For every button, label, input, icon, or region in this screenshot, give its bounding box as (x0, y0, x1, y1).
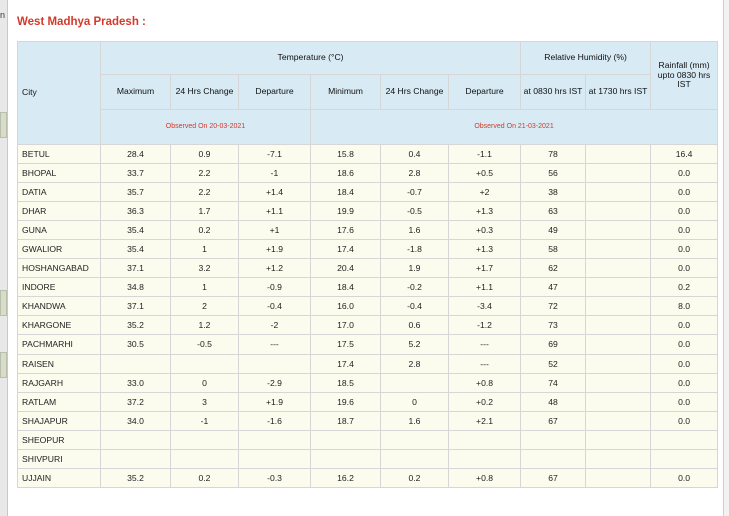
cell-max-departure (239, 449, 311, 468)
cell-maximum: 30.5 (101, 335, 171, 354)
cell-minimum: 20.4 (311, 259, 381, 278)
cell-rh-1730 (586, 411, 651, 430)
observed-date-min: Observed On 21-03-2021 (311, 110, 718, 145)
cell-maximum: 35.2 (101, 316, 171, 335)
cell-rh-0830: 49 (521, 221, 586, 240)
right-scrollbar[interactable] (723, 0, 729, 516)
cell-max-change: 0.2 (171, 221, 239, 240)
table-row (18, 145, 718, 164)
cell-rh-0830 (521, 449, 586, 468)
cell-maximum: 34.8 (101, 278, 171, 297)
cell-max-departure: +1.9 (239, 392, 311, 411)
cell-rh-0830: 72 (521, 297, 586, 316)
cell-max-departure: -2 (239, 316, 311, 335)
cell-city: KHARGONE (18, 316, 101, 335)
cell-min-change: -0.4 (381, 297, 449, 316)
cell-min-change: 0.2 (381, 468, 449, 487)
left-edge-marker (0, 290, 7, 316)
cell-min-departure: +0.3 (449, 221, 521, 240)
cell-maximum: 37.1 (101, 297, 171, 316)
cell-rainfall: 0.0 (651, 468, 718, 487)
column-group-humidity: Relative Humidity (%) (521, 42, 651, 75)
cell-max-change: -1 (171, 411, 239, 430)
cell-max-change: 3.2 (171, 259, 239, 278)
cell-city: RAISEN (18, 354, 101, 373)
cell-min-departure: +1.1 (449, 278, 521, 297)
table-row (18, 411, 718, 430)
weather-table (17, 41, 718, 488)
cell-maximum: 35.7 (101, 183, 171, 202)
cell-rh-1730 (586, 259, 651, 278)
column-header-minimum: Minimum (311, 75, 381, 110)
cell-city: PACHMARHI (18, 335, 101, 354)
cell-rainfall: 8.0 (651, 297, 718, 316)
column-header-min-change: 24 Hrs Change (381, 75, 449, 110)
cell-rh-0830: 38 (521, 183, 586, 202)
cell-rh-0830: 78 (521, 145, 586, 164)
cell-rh-1730 (586, 221, 651, 240)
cell-min-departure: --- (449, 354, 521, 373)
cell-max-departure: +1 (239, 221, 311, 240)
cell-min-change: 0.6 (381, 316, 449, 335)
cell-city: BETUL (18, 145, 101, 164)
cell-minimum: 15.8 (311, 145, 381, 164)
table-row (18, 316, 718, 335)
cell-rh-1730 (586, 449, 651, 468)
cell-rh-0830: 67 (521, 468, 586, 487)
cell-rh-1730 (586, 430, 651, 449)
table-row (18, 335, 718, 354)
table-row (18, 430, 718, 449)
cell-max-departure: +1.9 (239, 240, 311, 259)
cell-rainfall: 0.0 (651, 354, 718, 373)
cell-max-departure: +1.1 (239, 202, 311, 221)
cell-min-departure: +0.8 (449, 373, 521, 392)
cell-max-departure: -0.3 (239, 468, 311, 487)
cell-min-change (381, 373, 449, 392)
cell-minimum: 18.4 (311, 183, 381, 202)
cell-minimum: 17.0 (311, 316, 381, 335)
cell-min-departure: +0.5 (449, 164, 521, 183)
left-window-edge (0, 0, 8, 516)
cell-min-departure: -1.1 (449, 145, 521, 164)
cell-max-change: 0.9 (171, 145, 239, 164)
cell-max-departure (239, 354, 311, 373)
table-row (18, 278, 718, 297)
left-edge-glyph: n (0, 10, 6, 20)
cell-rh-1730 (586, 240, 651, 259)
cell-max-change: 3 (171, 392, 239, 411)
cell-rainfall: 0.0 (651, 373, 718, 392)
cell-max-change (171, 354, 239, 373)
cell-rh-0830: 69 (521, 335, 586, 354)
cell-rh-1730 (586, 373, 651, 392)
cell-rh-1730 (586, 392, 651, 411)
page-title: West Madhya Pradesh : (17, 16, 146, 28)
cell-max-change: 2.2 (171, 164, 239, 183)
cell-rh-0830: 63 (521, 202, 586, 221)
cell-rainfall: 0.0 (651, 392, 718, 411)
left-edge-marker (0, 352, 7, 378)
cell-minimum (311, 430, 381, 449)
column-header-rh-0830: at 0830 hrs IST (521, 75, 586, 110)
table-row (18, 297, 718, 316)
cell-maximum: 35.4 (101, 240, 171, 259)
cell-city: UJJAIN (18, 468, 101, 487)
cell-minimum: 19.9 (311, 202, 381, 221)
cell-minimum: 17.4 (311, 240, 381, 259)
cell-min-change: 0 (381, 392, 449, 411)
cell-min-departure: --- (449, 335, 521, 354)
cell-rh-0830: 74 (521, 373, 586, 392)
cell-rainfall: 0.0 (651, 316, 718, 335)
cell-min-departure: +1.3 (449, 240, 521, 259)
table-row (18, 164, 718, 183)
cell-rh-0830: 52 (521, 354, 586, 373)
table-row (18, 468, 718, 487)
cell-min-departure: -3.4 (449, 297, 521, 316)
cell-max-change: 2 (171, 297, 239, 316)
cell-city: HOSHANGABAD (18, 259, 101, 278)
cell-minimum: 17.4 (311, 354, 381, 373)
table-row (18, 202, 718, 221)
cell-minimum: 17.6 (311, 221, 381, 240)
column-header-max-departure: Departure (239, 75, 311, 110)
cell-max-departure (239, 430, 311, 449)
cell-city: DATIA (18, 183, 101, 202)
cell-city: INDORE (18, 278, 101, 297)
cell-min-change: -0.2 (381, 278, 449, 297)
cell-min-departure: +2 (449, 183, 521, 202)
cell-max-change: 2.2 (171, 183, 239, 202)
cell-rh-1730 (586, 468, 651, 487)
cell-minimum: 16.0 (311, 297, 381, 316)
cell-rh-0830: 67 (521, 411, 586, 430)
column-header-rh-1730: at 1730 hrs IST (586, 75, 651, 110)
cell-min-change (381, 430, 449, 449)
cell-min-departure (449, 449, 521, 468)
cell-rainfall: 0.2 (651, 278, 718, 297)
table-row (18, 240, 718, 259)
cell-min-departure: +0.8 (449, 468, 521, 487)
column-header-city: City (18, 42, 101, 145)
cell-min-departure: +1.3 (449, 202, 521, 221)
cell-maximum: 28.4 (101, 145, 171, 164)
cell-maximum: 35.2 (101, 468, 171, 487)
cell-min-change: 1.9 (381, 259, 449, 278)
cell-min-change: 1.6 (381, 411, 449, 430)
cell-minimum: 18.7 (311, 411, 381, 430)
cell-min-change: 2.8 (381, 354, 449, 373)
cell-min-change: -1.8 (381, 240, 449, 259)
cell-max-change: 0 (171, 373, 239, 392)
table-row (18, 354, 718, 373)
cell-max-change: 1 (171, 240, 239, 259)
cell-min-change: -0.5 (381, 202, 449, 221)
cell-max-departure: -0.4 (239, 297, 311, 316)
cell-max-change (171, 449, 239, 468)
cell-rh-0830: 73 (521, 316, 586, 335)
cell-rainfall: 0.0 (651, 259, 718, 278)
cell-city: RATLAM (18, 392, 101, 411)
cell-city: RAJGARH (18, 373, 101, 392)
cell-max-change: 1.2 (171, 316, 239, 335)
table-row (18, 259, 718, 278)
cell-min-departure (449, 430, 521, 449)
cell-maximum (101, 354, 171, 373)
cell-minimum: 18.4 (311, 278, 381, 297)
cell-rh-1730 (586, 354, 651, 373)
column-header-maximum: Maximum (101, 75, 171, 110)
cell-min-change: 1.6 (381, 221, 449, 240)
cell-city: SHAJAPUR (18, 411, 101, 430)
cell-rh-0830 (521, 430, 586, 449)
column-header-max-change: 24 Hrs Change (171, 75, 239, 110)
cell-max-departure: -1.6 (239, 411, 311, 430)
cell-city: BHOPAL (18, 164, 101, 183)
cell-rainfall: 0.0 (651, 240, 718, 259)
cell-maximum: 36.3 (101, 202, 171, 221)
cell-max-change (171, 430, 239, 449)
column-group-temperature: Temperature (°C) (101, 42, 521, 75)
cell-rh-1730 (586, 297, 651, 316)
cell-min-departure: +2.1 (449, 411, 521, 430)
cell-minimum: 18.5 (311, 373, 381, 392)
cell-max-change: 0.2 (171, 468, 239, 487)
cell-max-change: 1 (171, 278, 239, 297)
cell-min-change: 2.8 (381, 164, 449, 183)
cell-rh-1730 (586, 183, 651, 202)
cell-minimum (311, 449, 381, 468)
cell-min-change (381, 449, 449, 468)
cell-min-departure: +0.2 (449, 392, 521, 411)
table-row (18, 221, 718, 240)
cell-rh-1730 (586, 164, 651, 183)
cell-rh-0830: 62 (521, 259, 586, 278)
cell-city: DHAR (18, 202, 101, 221)
cell-rainfall: 0.0 (651, 202, 718, 221)
cell-rh-1730 (586, 202, 651, 221)
cell-rainfall (651, 430, 718, 449)
cell-min-departure: +1.7 (449, 259, 521, 278)
table-row (18, 449, 718, 468)
cell-rh-1730 (586, 145, 651, 164)
cell-rh-0830: 48 (521, 392, 586, 411)
cell-minimum: 17.5 (311, 335, 381, 354)
cell-minimum: 19.6 (311, 392, 381, 411)
cell-minimum: 18.6 (311, 164, 381, 183)
cell-maximum: 33.0 (101, 373, 171, 392)
cell-rh-1730 (586, 335, 651, 354)
cell-rainfall: 0.0 (651, 335, 718, 354)
cell-max-departure: --- (239, 335, 311, 354)
cell-rh-0830: 58 (521, 240, 586, 259)
cell-city: SHIVPURI (18, 449, 101, 468)
cell-maximum: 34.0 (101, 411, 171, 430)
cell-max-departure: -2.9 (239, 373, 311, 392)
cell-min-change: 5.2 (381, 335, 449, 354)
cell-rh-0830: 56 (521, 164, 586, 183)
cell-max-departure: -1 (239, 164, 311, 183)
left-edge-marker (0, 112, 7, 138)
cell-rh-0830: 47 (521, 278, 586, 297)
cell-maximum: 37.2 (101, 392, 171, 411)
cell-max-change: -0.5 (171, 335, 239, 354)
cell-city: GWALIOR (18, 240, 101, 259)
cell-rh-1730 (586, 316, 651, 335)
cell-maximum (101, 449, 171, 468)
cell-max-departure: +1.2 (239, 259, 311, 278)
cell-minimum: 16.2 (311, 468, 381, 487)
cell-min-change: 0.4 (381, 145, 449, 164)
column-header-min-departure: Departure (449, 75, 521, 110)
cell-rainfall: 0.0 (651, 221, 718, 240)
cell-min-change: -0.7 (381, 183, 449, 202)
cell-rainfall: 0.0 (651, 411, 718, 430)
cell-maximum: 33.7 (101, 164, 171, 183)
cell-rainfall: 0.0 (651, 183, 718, 202)
cell-maximum: 35.4 (101, 221, 171, 240)
cell-min-departure: -1.2 (449, 316, 521, 335)
cell-max-change: 1.7 (171, 202, 239, 221)
table-row (18, 183, 718, 202)
cell-city: KHANDWA (18, 297, 101, 316)
cell-max-departure: +1.4 (239, 183, 311, 202)
observed-date-max: Observed On 20-03-2021 (101, 110, 311, 145)
cell-max-departure: -7.1 (239, 145, 311, 164)
cell-maximum (101, 430, 171, 449)
column-header-rainfall: Rainfall (mm) upto 0830 hrs IST (651, 42, 718, 110)
cell-rainfall: 16.4 (651, 145, 718, 164)
cell-rh-1730 (586, 278, 651, 297)
table-row (18, 392, 718, 411)
cell-city: GUNA (18, 221, 101, 240)
table-row (18, 373, 718, 392)
cell-max-departure: -0.9 (239, 278, 311, 297)
cell-city: SHEOPUR (18, 430, 101, 449)
cell-maximum: 37.1 (101, 259, 171, 278)
cell-rainfall: 0.0 (651, 164, 718, 183)
cell-rainfall (651, 449, 718, 468)
